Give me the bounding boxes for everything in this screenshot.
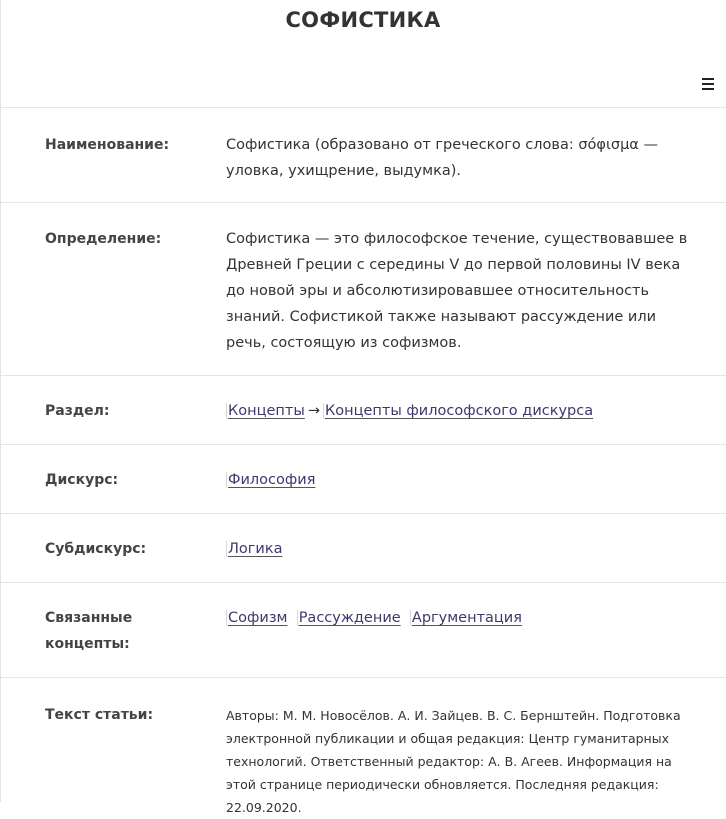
subdiscourse-label: Субдискурс:	[45, 541, 147, 557]
breadcrumb-arrow: →	[307, 403, 320, 419]
article-value: Авторы: М. М. Новосёлов. А. И. Зайцев. В. С. Бернштейн. Подготовка электронной публикации и общая редакция: Центр гуманитарных технологий. Ответственный редактор: А. В. Агеев. Информация на этой странице периодически обновляется. Последняя редакция: 22.09.2020.	[226, 708, 681, 815]
discourse-value	[226, 467, 696, 513]
section-link-philosophical-concepts[interactable]: Концепты философского дискурса	[324, 403, 594, 419]
page-left-border	[0, 0, 1, 802]
row-article	[0, 678, 726, 815]
row-definition	[0, 203, 726, 376]
page-header	[0, 0, 726, 108]
definition-label: Определение:	[45, 231, 162, 247]
row-related	[0, 583, 726, 678]
row-subdiscourse	[0, 514, 726, 583]
section-label: Раздел:	[45, 403, 110, 419]
hamburger-menu-icon[interactable]	[702, 78, 714, 89]
article-label: Текст статьи:	[45, 707, 154, 723]
name-value: Софистика (образовано от греческого слова: σόφισμα — уловка, ухищрение, выдумка).	[226, 137, 658, 179]
subdiscourse-link-logic[interactable]: Логика	[228, 541, 283, 557]
related-link-argumentation[interactable]: Аргументация	[411, 610, 522, 626]
related-value	[226, 605, 696, 677]
name-label: Наименование:	[45, 137, 170, 153]
related-label: Связанные концепты:	[45, 610, 133, 652]
related-link-reasoning[interactable]: Рассуждение	[298, 610, 401, 626]
discourse-link-philosophy[interactable]: Философия	[228, 472, 316, 488]
section-link-concepts[interactable]: Концепты	[228, 403, 305, 419]
section-value	[226, 398, 696, 444]
definition-value: Софистика — это философское течение, существовавшее в Древней Греции с середины V до первой половины IV века до новой эры и абсолютизировавшее относительность знаний. Софистикой также называют рассуждение или речь, состоящую из софизмов.	[226, 231, 688, 351]
row-name	[0, 108, 726, 203]
related-link-sophism[interactable]: Софизм	[228, 610, 288, 626]
discourse-label: Дискурс:	[45, 472, 119, 488]
row-discourse	[0, 445, 726, 514]
page-title: СОФИСТИКА	[285, 8, 441, 32]
row-section	[0, 376, 726, 445]
subdiscourse-value	[226, 536, 696, 582]
